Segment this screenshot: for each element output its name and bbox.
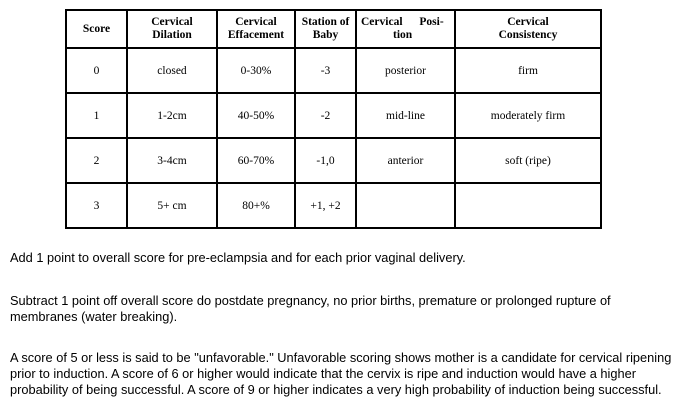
table-row <box>66 183 601 228</box>
cell-effacement: 60-70% <box>217 138 295 183</box>
cell-effacement: 40-50% <box>217 93 295 138</box>
note-score-interpretation: A score of 5 or less is said to be "unfavorable." Unfavorable scoring shows mother is a candidate for cervical ripening prior to induction. A score of 6 or higher would indicate that the cervix is ripe and induction would have a higher probability of being successful. A score of 9 or higher indicates a very high probability of induction being successful. <box>10 350 672 397</box>
header-consistency-line2: Consistency <box>498 29 558 41</box>
header-position <box>356 10 455 48</box>
bishop-score-table-container <box>65 9 602 229</box>
cell-consistency: moderately firm <box>455 93 601 138</box>
table-row <box>66 138 601 183</box>
header-score: Score <box>66 10 127 48</box>
header-effacement-line1: Cervical <box>235 16 277 28</box>
cell-effacement: 0-30% <box>217 48 295 93</box>
note-add-point: Add 1 point to overall score for pre-eclampsia and for each prior vaginal delivery. <box>10 250 466 265</box>
cell-score: 2 <box>66 138 127 183</box>
header-dilation-line2: Dilation <box>152 29 192 41</box>
cell-consistency: soft (ripe) <box>455 138 601 183</box>
cell-station: -1,0 <box>295 138 356 183</box>
header-consistency-line1: Cervical <box>507 16 549 28</box>
cell-position: anterior <box>356 138 455 183</box>
cell-effacement: 80+% <box>217 183 295 228</box>
cell-station: -3 <box>295 48 356 93</box>
header-station-line2: Baby <box>312 29 339 41</box>
header-effacement-line2: Effacement <box>227 29 285 41</box>
note-subtract-point: Subtract 1 point off overall score do postdate pregnancy, no prior births, premature or prolonged rupture of membranes (water breaking). <box>10 293 611 324</box>
cell-dilation: 3-4cm <box>127 138 217 183</box>
header-station <box>295 10 356 48</box>
cell-position: posterior <box>356 48 455 93</box>
bishop-score-table <box>65 9 602 229</box>
header-position-line2: tion <box>393 29 413 41</box>
cell-score: 1 <box>66 93 127 138</box>
table-row <box>66 48 601 93</box>
header-dilation-line1: Cervical <box>151 16 193 28</box>
cell-station: +1, +2 <box>295 183 356 228</box>
cell-score: 3 <box>66 183 127 228</box>
cell-station: -2 <box>295 93 356 138</box>
header-station-line1: Station of <box>301 16 350 28</box>
table-header-row <box>66 10 601 48</box>
cell-position <box>356 183 455 228</box>
header-effacement <box>217 10 295 48</box>
cell-position: mid-line <box>356 93 455 138</box>
cell-dilation: 1-2cm <box>127 93 217 138</box>
header-position-line1: Cervical Posi- <box>361 16 444 28</box>
header-dilation <box>127 10 217 48</box>
cell-score: 0 <box>66 48 127 93</box>
table-row <box>66 93 601 138</box>
cell-dilation: 5+ cm <box>127 183 217 228</box>
cell-dilation: closed <box>127 48 217 93</box>
cell-consistency: firm <box>455 48 601 93</box>
cell-consistency <box>455 183 601 228</box>
header-consistency <box>455 10 601 48</box>
